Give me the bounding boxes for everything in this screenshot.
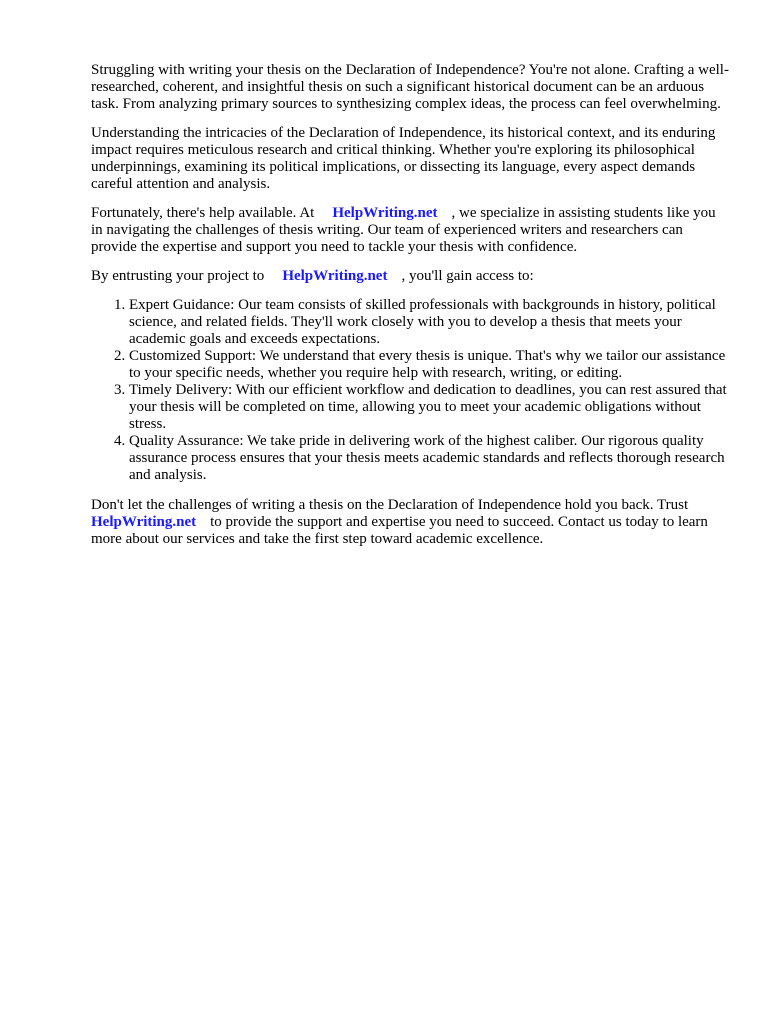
helpwriting-link[interactable]: HelpWriting.net xyxy=(332,205,438,221)
entrust-paragraph xyxy=(91,268,731,285)
helpwriting-link[interactable]: HelpWriting.net xyxy=(91,514,197,530)
list-item: 1. Expert Guidance: Our team consists of skilled professionals with backgrounds in history, political science, and related fields. They'll work closely with you to develop a thesis that meets your academic goals and exceeds expectations. xyxy=(129,297,731,348)
closing-text-before: Don't let the challenges of writing a thesis on the Declaration of Independence hold you back. Trust xyxy=(91,497,689,513)
help-text-after: , we specialize in assisting students like you in navigating the challenges of thesis writing. Our team of experienced writers and researchers can provide the expertise and support you need to tackle your thesis with confidence. xyxy=(91,205,716,255)
entrust-text-after: , you'll gain access to: xyxy=(401,268,534,284)
benefits-list xyxy=(91,297,731,484)
intro-paragraph: Struggling with writing your thesis on the Declaration of Independence? You're not alone. Crafting a well-researched, coherent, and insightful thesis on such a significant historical document can be an arduous task. From analyzing primary sources to synthesizing complex ideas, the process can feel overwhelming. xyxy=(91,62,729,112)
list-item: 3. Timely Delivery: With our efficient workflow and dedication to deadlines, you can rest assured that your thesis will be completed on time, allowing you to meet your academic obligations without stress. xyxy=(129,382,731,433)
help-text-before: Fortunately, there's help available. At xyxy=(91,205,315,221)
list-item: 2. Customized Support: We understand that every thesis is unique. That's why we tailor our assistance to your specific needs, whether you require help with research, writing, or editing. xyxy=(129,348,731,382)
helpwriting-link[interactable]: HelpWriting.net xyxy=(282,268,388,284)
entrust-text-before: By entrusting your project to xyxy=(91,268,265,284)
help-paragraph xyxy=(91,205,731,256)
list-item: 4. Quality Assurance: We take pride in delivering work of the highest caliber. Our rigorous quality assurance process ensures that your thesis meets academic standards and reflects thorough research and analysis. xyxy=(129,433,731,484)
closing-paragraph xyxy=(91,497,731,548)
understanding-paragraph: Understanding the intricacies of the Declaration of Independence, its historical context, and its enduring impact requires meticulous research and critical thinking. Whether you're exploring its philosophical underpinnings, examining its political implications, or dissecting its language, every aspect demands careful attention and analysis. xyxy=(91,125,716,192)
document-body xyxy=(91,62,731,560)
closing-text-after: to provide the support and expertise you need to succeed. Contact us today to learn more about our services and take the first step toward academic excellence. xyxy=(91,514,708,547)
